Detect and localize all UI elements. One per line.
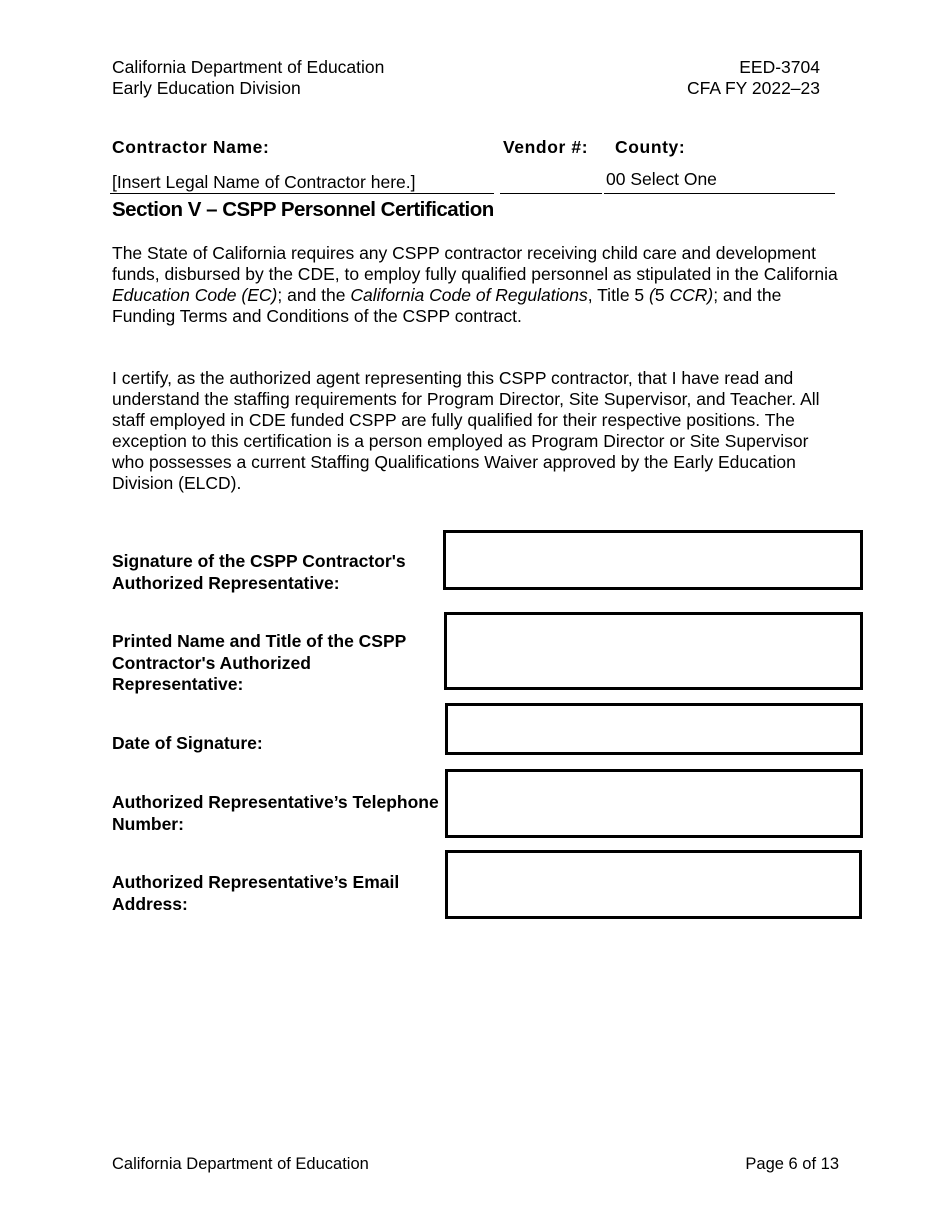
printed-name-input[interactable] [444,612,863,690]
county-underline [604,193,835,194]
county-select[interactable]: 00 Select One [606,169,717,189]
contractor-name-field[interactable]: [Insert Legal Name of Contractor here.] [112,172,416,192]
header-org-line2: Early Education Division [112,78,301,98]
county-label: County: [615,137,686,157]
date-label: Date of Signature: [112,733,263,753]
phone-label: Authorized Representative’s Telephone Number: [112,792,439,834]
requirements-paragraph: The State of California requires any CSPP contractor receiving child care and development funds, disbursed by the CDE, to employ fully qualified personnel as stipulated in the California Education Code (EC); and the California Code of Regulations, Title 5 (5 CCR); and the Funding Terms and Conditions of the CSPP contract. [112,243,838,326]
signature-input[interactable] [443,530,863,590]
certification-paragraph: I certify, as the authorized agent representing this CSPP contractor, that I have read and understand the staffing requirements for Program Director, Site Supervisor, and Teacher. All staff employed in CDE funded CSPP are fully qualified for their respective positions. The exception to this certification is a person employed as Program Director or Site Supervisor who possesses a current Staffing Qualifications Waiver approved by the Early Education Division (ELCD). [112,368,820,493]
vendor-number-field[interactable] [502,172,600,192]
header-form-cycle: CFA FY 2022–23 [687,78,820,98]
contractor-name-underline [110,193,494,194]
signature-label: Signature of the CSPP Contractor's Authorized Representative: [112,551,406,593]
header-org-line1: California Department of Education [112,57,385,77]
vendor-number-underline [500,193,602,194]
footer-org: California Department of Education [112,1155,369,1173]
contractor-name-label: Contractor Name: [112,137,270,157]
header-form-number: EED-3704 [739,57,820,77]
email-input[interactable] [445,850,862,919]
vendor-number-label: Vendor #: [503,137,589,157]
email-label: Authorized Representative’s Email Address: [112,872,400,914]
printed-name-label: Printed Name and Title of the CSPP Contractor's Authorized Representative: [112,631,406,694]
date-input[interactable] [445,703,863,755]
page-number: Page 6 of 13 [745,1155,839,1173]
phone-input[interactable] [445,769,863,838]
section-title: Section V – CSPP Personnel Certification [112,198,494,221]
